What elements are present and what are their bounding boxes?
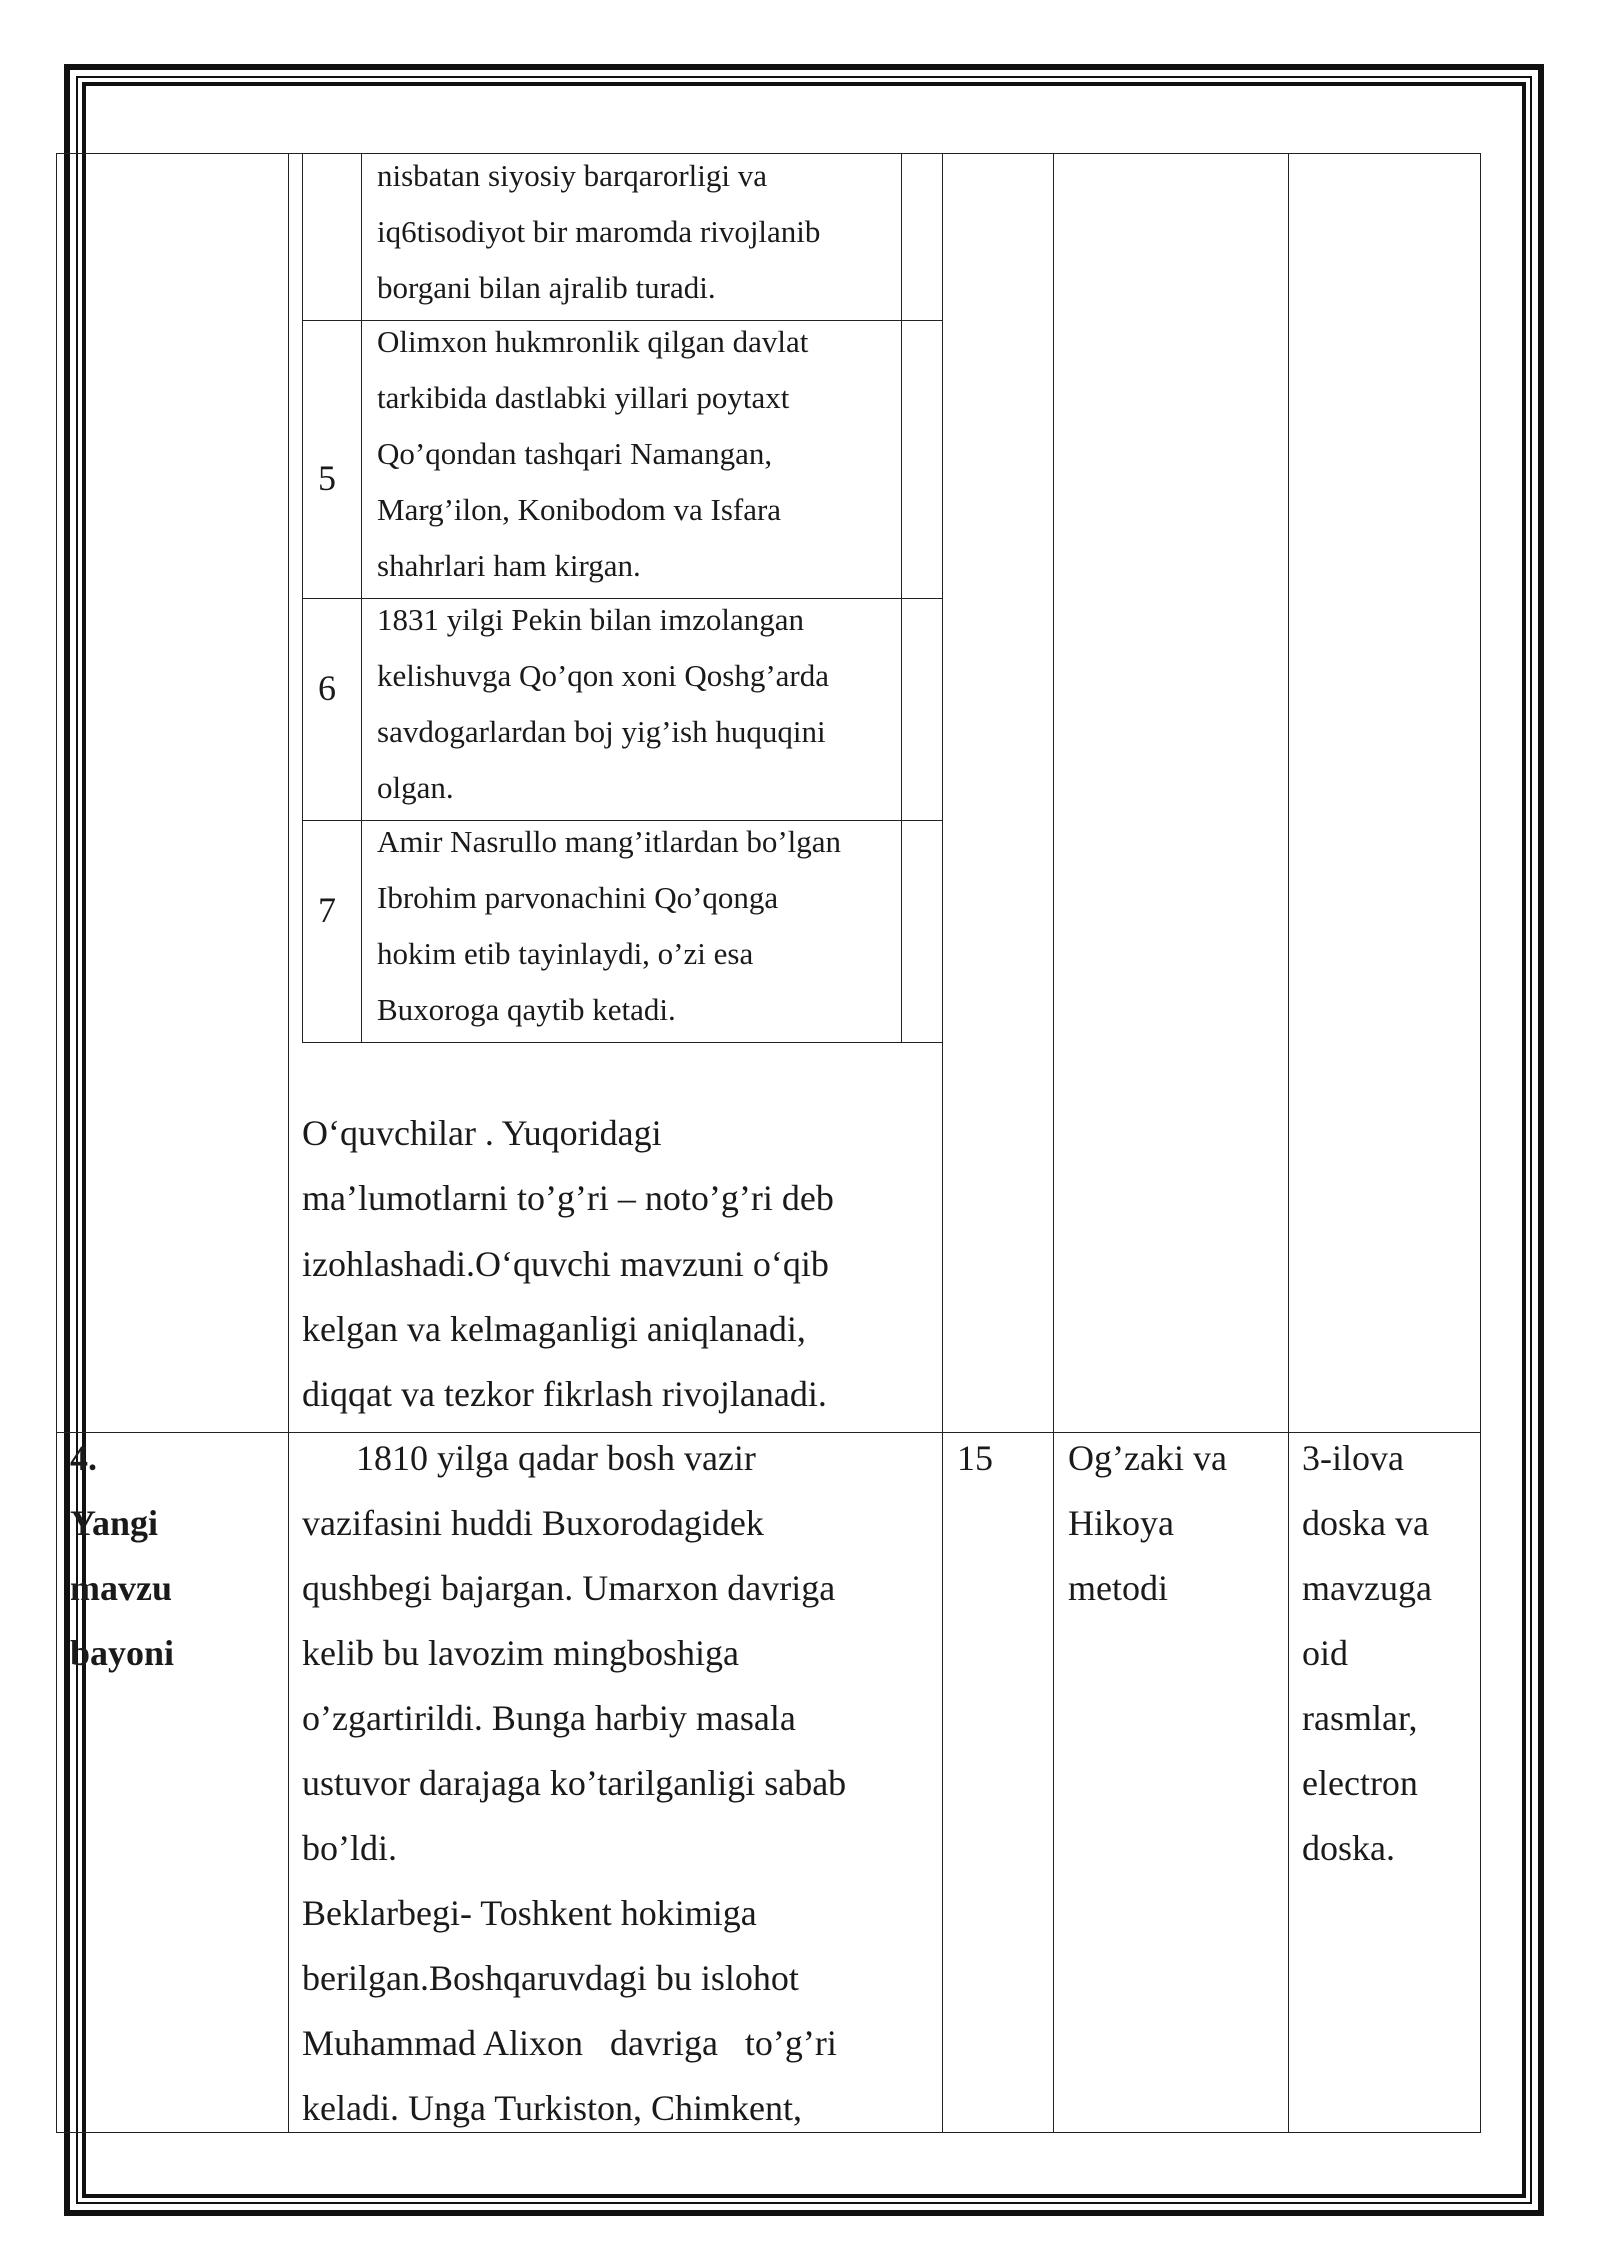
row-number: 5 — [318, 458, 336, 498]
content-line: Muhammad Alixon davriga to’g’ri — [302, 2023, 837, 2063]
note-line: O‘quvchilar . Yuqoridagi — [302, 1113, 662, 1153]
content-line: vazifasini huddi Buxorodagidek — [302, 1503, 764, 1543]
statement-line: shahrlari ham kirgan. — [377, 548, 641, 583]
time-value: 15 — [957, 1438, 993, 1478]
statement-line: borgani bilan ajralib turadi. — [377, 270, 716, 305]
content-line: 1810 yilga qadar bosh vazir — [302, 1438, 756, 1478]
content-line: keladi. Unga Turkiston, Chimkent, — [302, 2088, 803, 2128]
row-number: 7 — [318, 890, 336, 930]
method-line: metodi — [1068, 1568, 1168, 1608]
resource-line: doska va — [1302, 1503, 1429, 1543]
resource-line: doska. — [1302, 1828, 1395, 1868]
statement-line: Marg’ilon, Konibodom va Isfara — [377, 492, 782, 527]
statement-line: savdogarlardan boj yig’ish huquqini — [377, 714, 826, 749]
statement-line: olgan. — [377, 770, 454, 805]
resource-line: mavzuga — [1302, 1568, 1432, 1608]
content-line: qushbegi bajargan. Umarxon davriga — [302, 1568, 836, 1608]
statement-line: nisbatan siyosiy barqarorligi va — [377, 158, 767, 193]
statement-line: tarkibida dastlabki yillari poytaxt — [377, 380, 790, 415]
statement-line: Buxoroga qaytib ketadi. — [377, 992, 676, 1027]
note-line: kelgan va kelmaganligi aniqlanadi, — [302, 1309, 806, 1349]
content-line: kelib bu lavozim mingboshiga — [302, 1633, 739, 1673]
stage-line: Yangi — [70, 1503, 159, 1543]
statement-line: hokim etib tayinlaydi, o’zi esa — [377, 936, 754, 971]
content-line: bo’ldi. — [302, 1828, 397, 1868]
stage-line: mavzu — [70, 1568, 172, 1608]
method-line: Og’zaki va — [1068, 1438, 1227, 1478]
resource-line: 3-ilova — [1302, 1438, 1404, 1478]
resource-line: electron — [1302, 1763, 1418, 1803]
statement-line: iq6tisodiyot bir maromda rivojlanib — [377, 214, 821, 249]
note-line: diqqat va tezkor fikrlash rivojlanadi. — [302, 1374, 827, 1414]
content-line: ustuvor darajaga ko’tarilganligi sabab — [302, 1763, 847, 1803]
stage-line: bayoni — [70, 1633, 175, 1673]
method-line: Hikoya — [1068, 1503, 1174, 1543]
statement-line: 1831 yilgi Pekin bilan imzolangan — [377, 602, 805, 637]
resource-line: rasmlar, — [1302, 1698, 1418, 1738]
content-line: Beklarbegi- Toshkent hokimiga — [302, 1893, 757, 1933]
stage-line: 4. — [70, 1438, 97, 1478]
content-line: berilgan.Boshqaruvdagi bu islohot — [302, 1958, 799, 1998]
note-line: izohlashadi.O‘quvchi mavzuni o‘qib — [302, 1244, 829, 1284]
statement-line: Amir Nasrullo mang’itlardan bo’lgan — [377, 824, 842, 859]
statement-line: Ibrohim parvonachini Qo’qonga — [377, 880, 779, 915]
statement-line: Olimxon hukmronlik qilgan davlat — [377, 324, 809, 359]
resource-line: oid — [1302, 1633, 1349, 1673]
note-line: ma’lumotlarni to’g’ri – noto’g’ri deb — [302, 1178, 834, 1218]
content-line: o’zgartirildi. Bunga harbiy masala — [302, 1698, 796, 1738]
statement-line: kelishuvga Qo’qon xoni Qoshg’arda — [377, 658, 829, 693]
statement-line: Qo’qondan tashqari Namangan, — [377, 436, 773, 471]
row-number: 6 — [318, 668, 336, 708]
